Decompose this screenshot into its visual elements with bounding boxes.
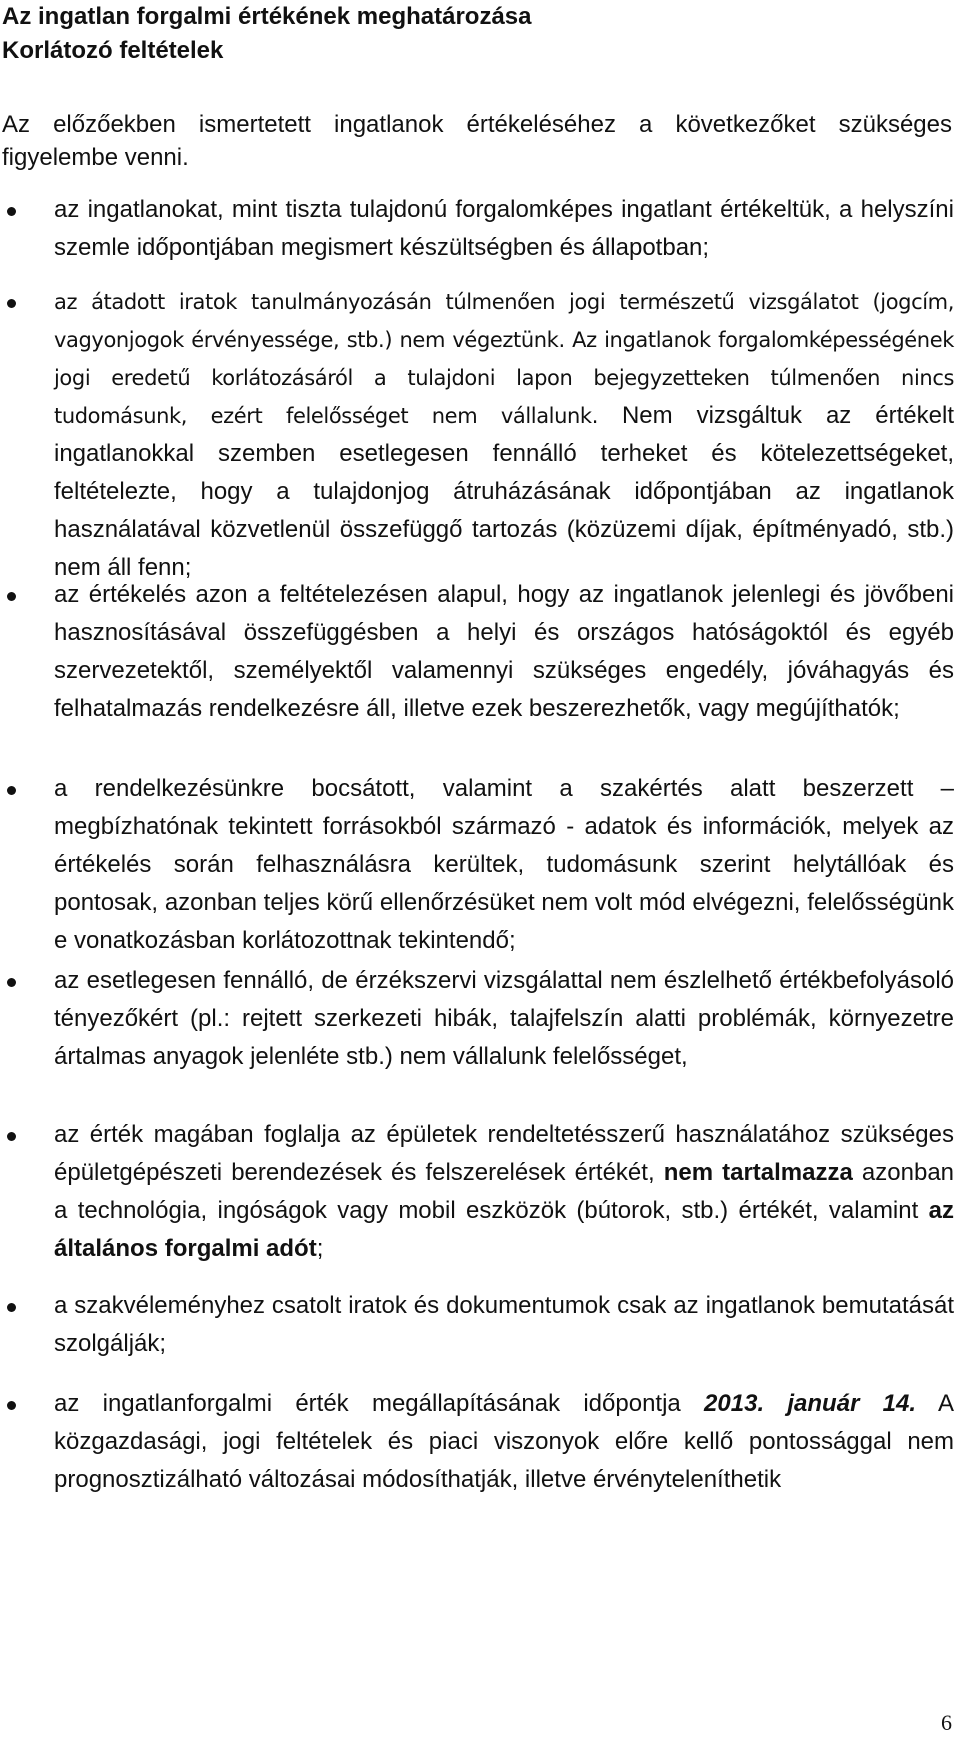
intro-paragraph: Az előzőekben ismertetett ingatlanok értékeléséhez a következőket szükséges figyelembe venni. [2, 111, 952, 171]
bullet-icon [7, 1303, 16, 1312]
bullet-icon [7, 207, 16, 216]
bullet-icon [7, 786, 16, 795]
list-item-text [54, 1116, 954, 1268]
page-title [2, 0, 532, 68]
list-item-text: az ingatlanokat, mint tiszta tulajdonú forgalomképes ingatlant értékeltük, a helyszíni szemle időpontjában megismert készültségben és állapotban; [54, 196, 954, 261]
list-item-text [54, 1385, 954, 1499]
list-item-text: az esetlegesen fennálló, de érzékszervi vizsgálattal nem észlelhető értékbefolyásoló tényezőkért (pl.: rejtett szerkezeti hibák, talajfelszín alatti problémák, környezetre ártalmas anyagok jelenléte stb.) nem vállalunk felelősséget, [54, 967, 954, 1070]
valuation-date: 2013. január 14. [704, 1390, 917, 1417]
list-item-text-part: az ingatlanforgalmi érték megállapításának időpontja [54, 1390, 681, 1417]
bullet-icon [7, 1401, 16, 1410]
list-item-text [54, 283, 954, 587]
list-item-text: a rendelkezésünkre bocsátott, valamint a szakértés alatt beszerzett – megbízhatónak tekintett forrásokból származó - adatok és információk, melyek az értékelés során felhasználásra kerültek, tudomásunk szerint helytállóak és pontosak, azonban teljes körű ellenőrzésüket nem volt mód elvégezni, felelősségünk e vonatkozásban korlátozottnak tekintendő; [54, 775, 954, 954]
list-item-text: a szakvéleményhez csatolt iratok és dokumentumok csak az ingatlanok bemutatását szolgálják; [54, 1292, 954, 1357]
bullet-icon [7, 299, 16, 308]
bullet-icon [7, 1132, 16, 1141]
list-item-text-part: az érték magában foglalja az épületek rendeltetésszerű használatához szükséges épületgépészeti berendezések és felszerelések értékét, [54, 1121, 954, 1186]
list-item-text-part: ; [316, 1235, 324, 1262]
bullet-icon [7, 592, 16, 601]
title-line-2: Korlátozó feltételek [2, 37, 224, 64]
emphasis-text: az általános forgalmi adót [54, 1197, 954, 1262]
page-number: 6 [941, 1710, 952, 1735]
list-item-text-part: A közgazdasági, jogi feltételek és piaci viszonyok előre kellő pontossággal nem prognosztizálható változásai módosíthatják, illetve érvényteleníthetik [54, 1390, 955, 1493]
list-item-text-part: az átadott iratok tanulmányozásán túlmenően jogi természetű vizsgálatot (jogcím, vagyonjogok érvényessége, stb.) nem végeztünk. Az ingatlanok forgalomképességének jogi eredetű korlátozásáról a tulajdoni lapon bejegyzetteken túlmenően nincs tudomásunk, ezért felelősséget nem vállalunk. [54, 290, 954, 428]
emphasis-text: nem tartalmazza [663, 1159, 853, 1186]
bullet-icon [7, 978, 16, 987]
list-item-text: az értékelés azon a feltételezésen alapul, hogy az ingatlanok jelenlegi és jövőbeni hasznosításával összefüggésben a helyi és országos hatóságoktól és egyéb szervezetektől, személyektől valamennyi szükséges engedély, jóváhagyás és felhatalmazás rendelkezésre áll, illetve ezek beszerezhetők, vagy megújíthatók; [54, 581, 954, 722]
list-item-text-part: Nem vizsgáltuk az értékelt ingatlanokkal szemben esetlegesen fennálló terheket és kötelezettségeket, feltételezte, hogy a tulajdonjog átruházásának időpontjában az ingatlanok használatával közvetlenül összefüggő tartozás (közüzemi díjak, építményadó, stb.) nem áll fenn; [54, 402, 954, 581]
title-line-1: Az ingatlan forgalmi értékének meghatározása [2, 3, 532, 30]
list-item-text-part: azonban a technológia, ingóságok vagy mobil eszközök (bútorok, stb.) értékét, valamint [54, 1159, 955, 1224]
